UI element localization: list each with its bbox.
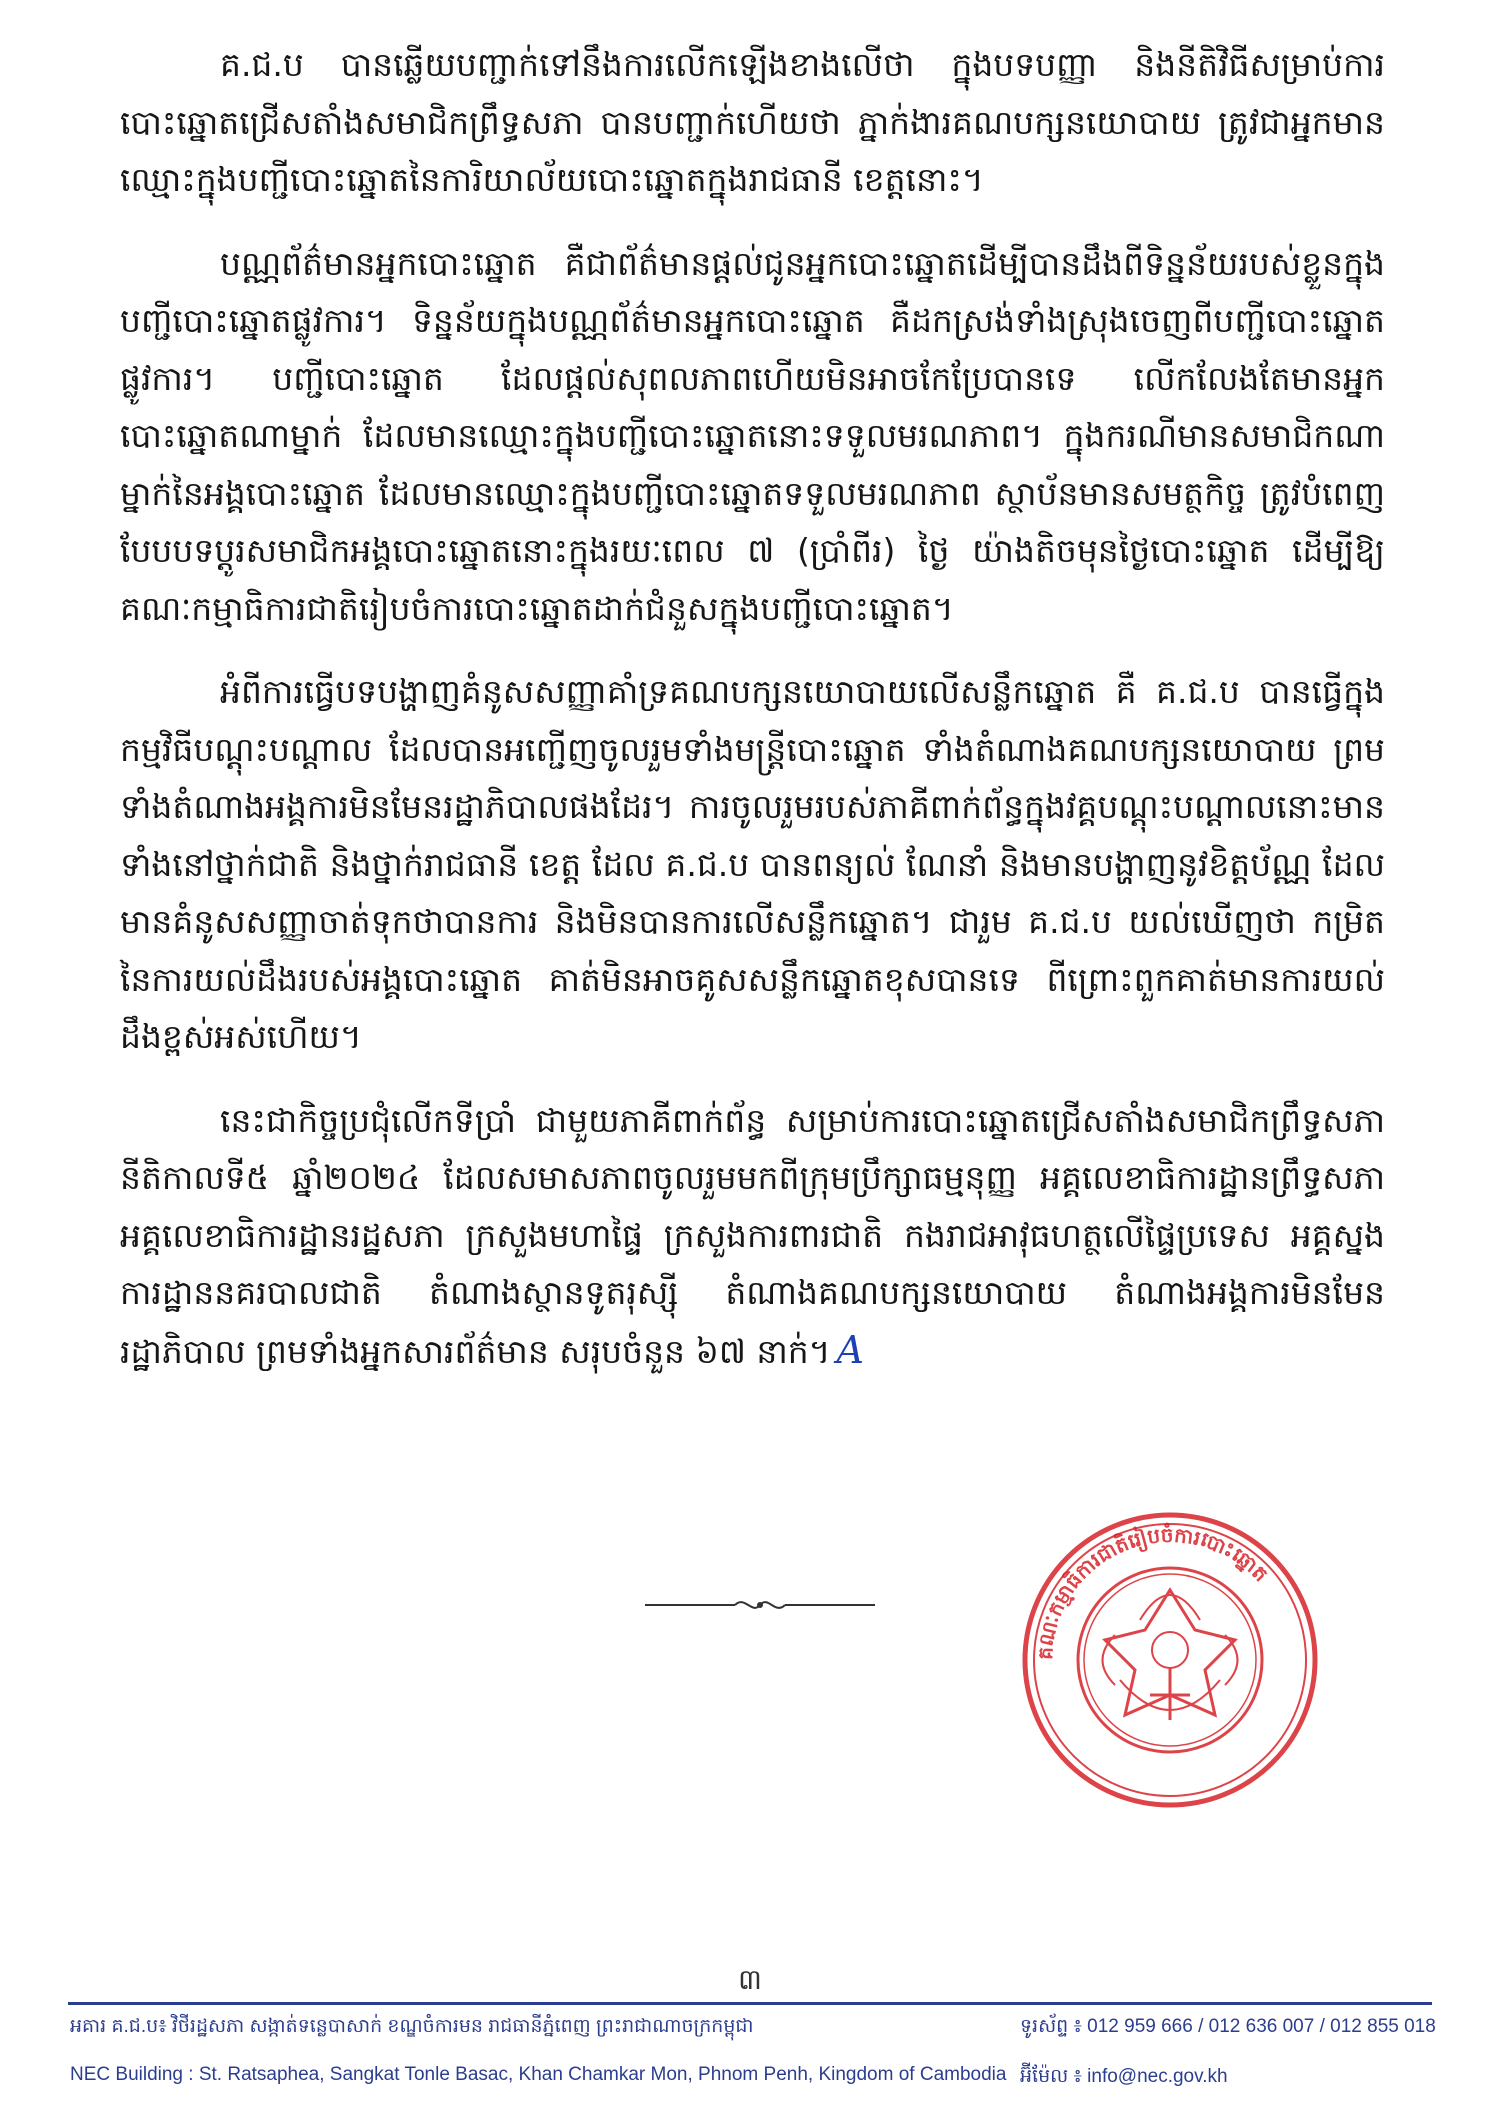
footer-phone: ទូរស័ព្ទ ៖ 012 959 666 / 012 636 007 / 012 855 018 xyxy=(1020,2016,1436,2037)
initial-signature: A xyxy=(836,1327,864,1372)
footer-divider xyxy=(68,2002,1432,2005)
paragraph-3: អំពីការធ្វើបទបង្ហាញគំនូសសញ្ញាគាំទ្រគណបក្សនយោបាយលើសន្លឹកឆ្នោត គឺ គ.ជ.ប បានធ្វើក្នុងកម្មវិធីបណ្តុះបណ្តាល ដែលបានអញ្ជើញចូលរួមទាំងមន្ត្រីបោះឆ្នោត ទាំងតំណាងគណបក្សនយោបាយ ព្រមទាំងតំណាងអង្គការមិនមែនរដ្ឋាភិបាលផងដែរ។ ការចូលរួមរបស់ភាគីពាក់ព័ន្ធក្នុងវគ្គបណ្តុះបណ្តាលនោះមានទាំងនៅថ្នាក់ជាតិ និងថ្នាក់រាជធានី ខេត្ត ដែល គ.ជ.ប បានពន្យល់ ណែនាំ និងមានបង្ហាញនូវខិត្តប័ណ្ណ ដែលមានគំនូសសញ្ញាចាត់ទុកថាបានការ និងមិនបានការលើសន្លឹកឆ្នោត។ ជារួម គ.ជ.ប យល់ឃើញថា កម្រិតនៃការយល់ដឹងរបស់អង្គបោះឆ្នោត គាត់មិនអាចគូសសន្លឹកឆ្នោតខុសបានទេ ពីព្រោះពួកគាត់មានការយល់ដឹងខ្ពស់អស់ហើយ។ xyxy=(120,672,1385,1056)
ornament-divider xyxy=(640,1590,880,1620)
footer-address-english: NEC Building : St. Ratsaphea, Sangkat Tonle Basac, Khan Chamkar Mon, Phnom Penh, Kingdom of Cambodia xyxy=(70,2064,1007,2085)
official-seal-stamp xyxy=(1020,1510,1320,1810)
page-number: ៣ xyxy=(738,1963,762,1996)
paragraph-2: បណ្ណព័ត៌មានអ្នកបោះឆ្នោត គឺជាព័ត៌មានផ្តល់ជូនអ្នកបោះឆ្នោតដើម្បីបានដឹងពីទិន្នន័យរបស់ខ្លួនក្នុងបញ្ជីបោះឆ្នោតផ្លូវការ។ ទិន្នន័យក្នុងបណ្ណព័ត៌មានអ្នកបោះឆ្នោត គឺដកស្រង់ទាំងស្រុងចេញពីបញ្ជីបោះឆ្នោតផ្លូវការ។ បញ្ជីបោះឆ្នោត ដែលផ្តល់សុពលភាពហើយមិនអាចកែប្រែបានទេ លើកលែងតែមានអ្នកបោះឆ្នោតណាម្នាក់ ដែលមានឈ្មោះក្នុងបញ្ជីបោះឆ្នោតនោះទទួលមរណភាព។ ក្នុងករណីមានសមាជិកណាម្នាក់នៃអង្គបោះឆ្នោត ដែលមានឈ្មោះក្នុងបញ្ជីបោះឆ្នោតទទួលមរណភាព ស្ថាប័នមានសមត្ថកិច្ច ត្រូវបំពេញបែបបទប្តូរសមាជិកអង្គបោះឆ្នោតនោះក្នុងរយៈពេល ៧ (ប្រាំពីរ) ថ្ងៃ យ៉ាងតិចមុនថ្ងៃបោះឆ្នោត ដើម្បីឱ្យគណៈកម្មាធិការជាតិរៀបចំការបោះឆ្នោតដាក់ជំនួសក្នុងបញ្ជីបោះឆ្នោត។ xyxy=(120,243,1385,628)
paragraph-4-text: នេះជាកិច្ចប្រជុំលើកទីប្រាំ ជាមួយភាគីពាក់ព័ន្ធ សម្រាប់ការបោះឆ្នោតជ្រើសតាំងសមាជិកព្រឹទ្ធសភា នីតិកាលទី៥ ឆ្នាំ២០២៤ ដែលសមាសភាពចូលរួមមកពីក្រុមប្រឹក្សាធម្មនុញ្ញ អគ្គលេខាធិការដ្ឋានព្រឹទ្ធសភា អគ្គលេខាធិការដ្ឋានរដ្ឋសភា ក្រសួងមហាផ្ទៃ ក្រសួងការពារជាតិ កងរាជអាវុធហត្ថលើផ្ទៃប្រទេស អគ្គស្នងការដ្ឋាននគរបាលជាតិ តំណាងស្ថានទូតរុស្ស៊ី តំណាងគណបក្សនយោបាយ តំណាងអង្គការមិនមែនរដ្ឋាភិបាល ព្រមទាំងអ្នកសារព័ត៌មាន សរុបចំនួន ៦៧ នាក់។ xyxy=(120,1100,1385,1371)
seal-text: គណៈកម្មាធិការជាតិរៀបចំការបោះឆ្នោត xyxy=(1032,1522,1274,1661)
paragraph-4 xyxy=(120,1092,1385,1381)
paragraph-1: គ.ជ.ប បានឆ្លើយបញ្ជាក់ទៅនឹងការលើកឡើងខាងលើថា ក្នុងបទបញ្ញា និងនីតិវិធីសម្រាប់ការបោះឆ្នោតជ្រើសតាំងសមាជិកព្រឹទ្ធសភា បានបញ្ជាក់ហើយថា ភ្នាក់ងារគណបក្សនយោបាយ ត្រូវជាអ្នកមានឈ្មោះក្នុងបញ្ជីបោះឆ្នោតនៃការិយាល័យបោះឆ្នោតក្នុងរាជធានី ខេត្តនោះ។ xyxy=(120,45,1385,199)
body-text xyxy=(120,36,1385,1406)
footer-email: អ៊ីម៉ែល ៖ info@nec.gov.kh xyxy=(1020,2066,1228,2087)
footer-address-khmer: អគារ គ.ជ.ប៖ វិថីរដ្ឋសភា សង្កាត់ទន្លេបាសាក់ ខណ្ឌចំការមន រាជធានីភ្នំពេញ ព្រះរាជាណាចក្រកម្ពុជា xyxy=(70,2016,754,2037)
